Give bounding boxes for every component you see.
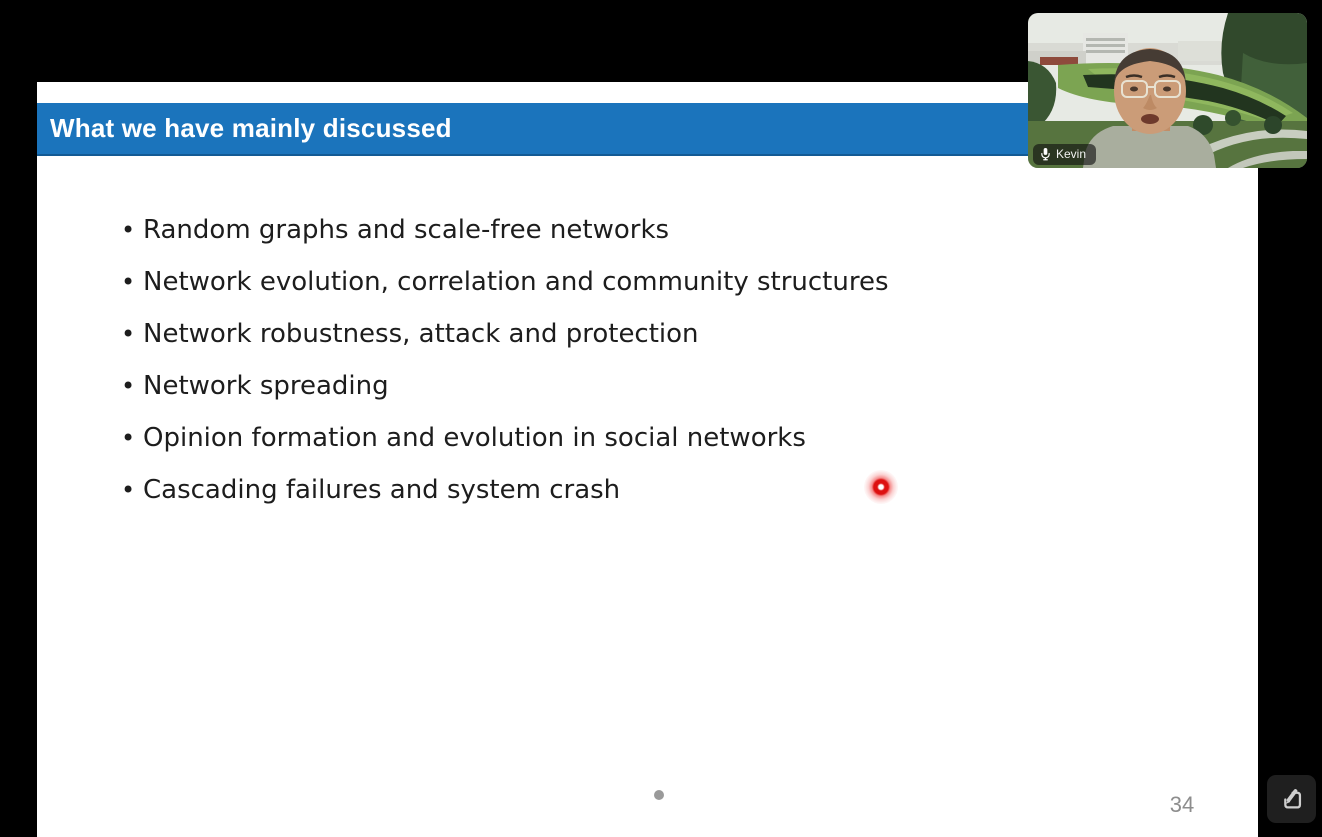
bullet-text: Network robustness, attack and protection (143, 319, 699, 349)
bullet-text: Opinion formation and evolution in social networks (143, 423, 806, 453)
bullet-marker: • (121, 424, 136, 452)
bullet-item (121, 308, 889, 360)
participant-video[interactable] (1028, 13, 1307, 168)
bullet-marker: • (121, 476, 136, 504)
slide-progress-dot (654, 790, 664, 800)
bullet-item (121, 256, 889, 308)
bullet-marker: • (121, 268, 136, 296)
slide-page-number: 34 (1169, 792, 1195, 817)
microphone-icon (1040, 147, 1051, 161)
bullet-marker: • (121, 320, 136, 348)
slide-title: What we have mainly discussed (50, 113, 452, 143)
bullet-item (121, 204, 889, 256)
annotate-pencil-icon (1278, 786, 1305, 813)
bullet-item (121, 412, 889, 464)
bullet-marker: • (121, 372, 136, 400)
bullet-text: Cascading failures and system crash (143, 475, 621, 505)
bullet-marker: • (121, 216, 136, 244)
bullet-item (121, 464, 889, 516)
bullet-text: Random graphs and scale-free networks (143, 215, 670, 245)
bullet-list (121, 204, 889, 516)
participant-name-label: Kevin (1056, 146, 1087, 161)
bullet-text: Network spreading (143, 371, 389, 401)
bullet-item (121, 360, 889, 412)
bullet-text: Network evolution, correlation and community structures (143, 267, 889, 297)
annotate-button[interactable] (1267, 775, 1316, 823)
presentation-slide (37, 82, 1258, 837)
participant-name-tag (1033, 144, 1096, 165)
